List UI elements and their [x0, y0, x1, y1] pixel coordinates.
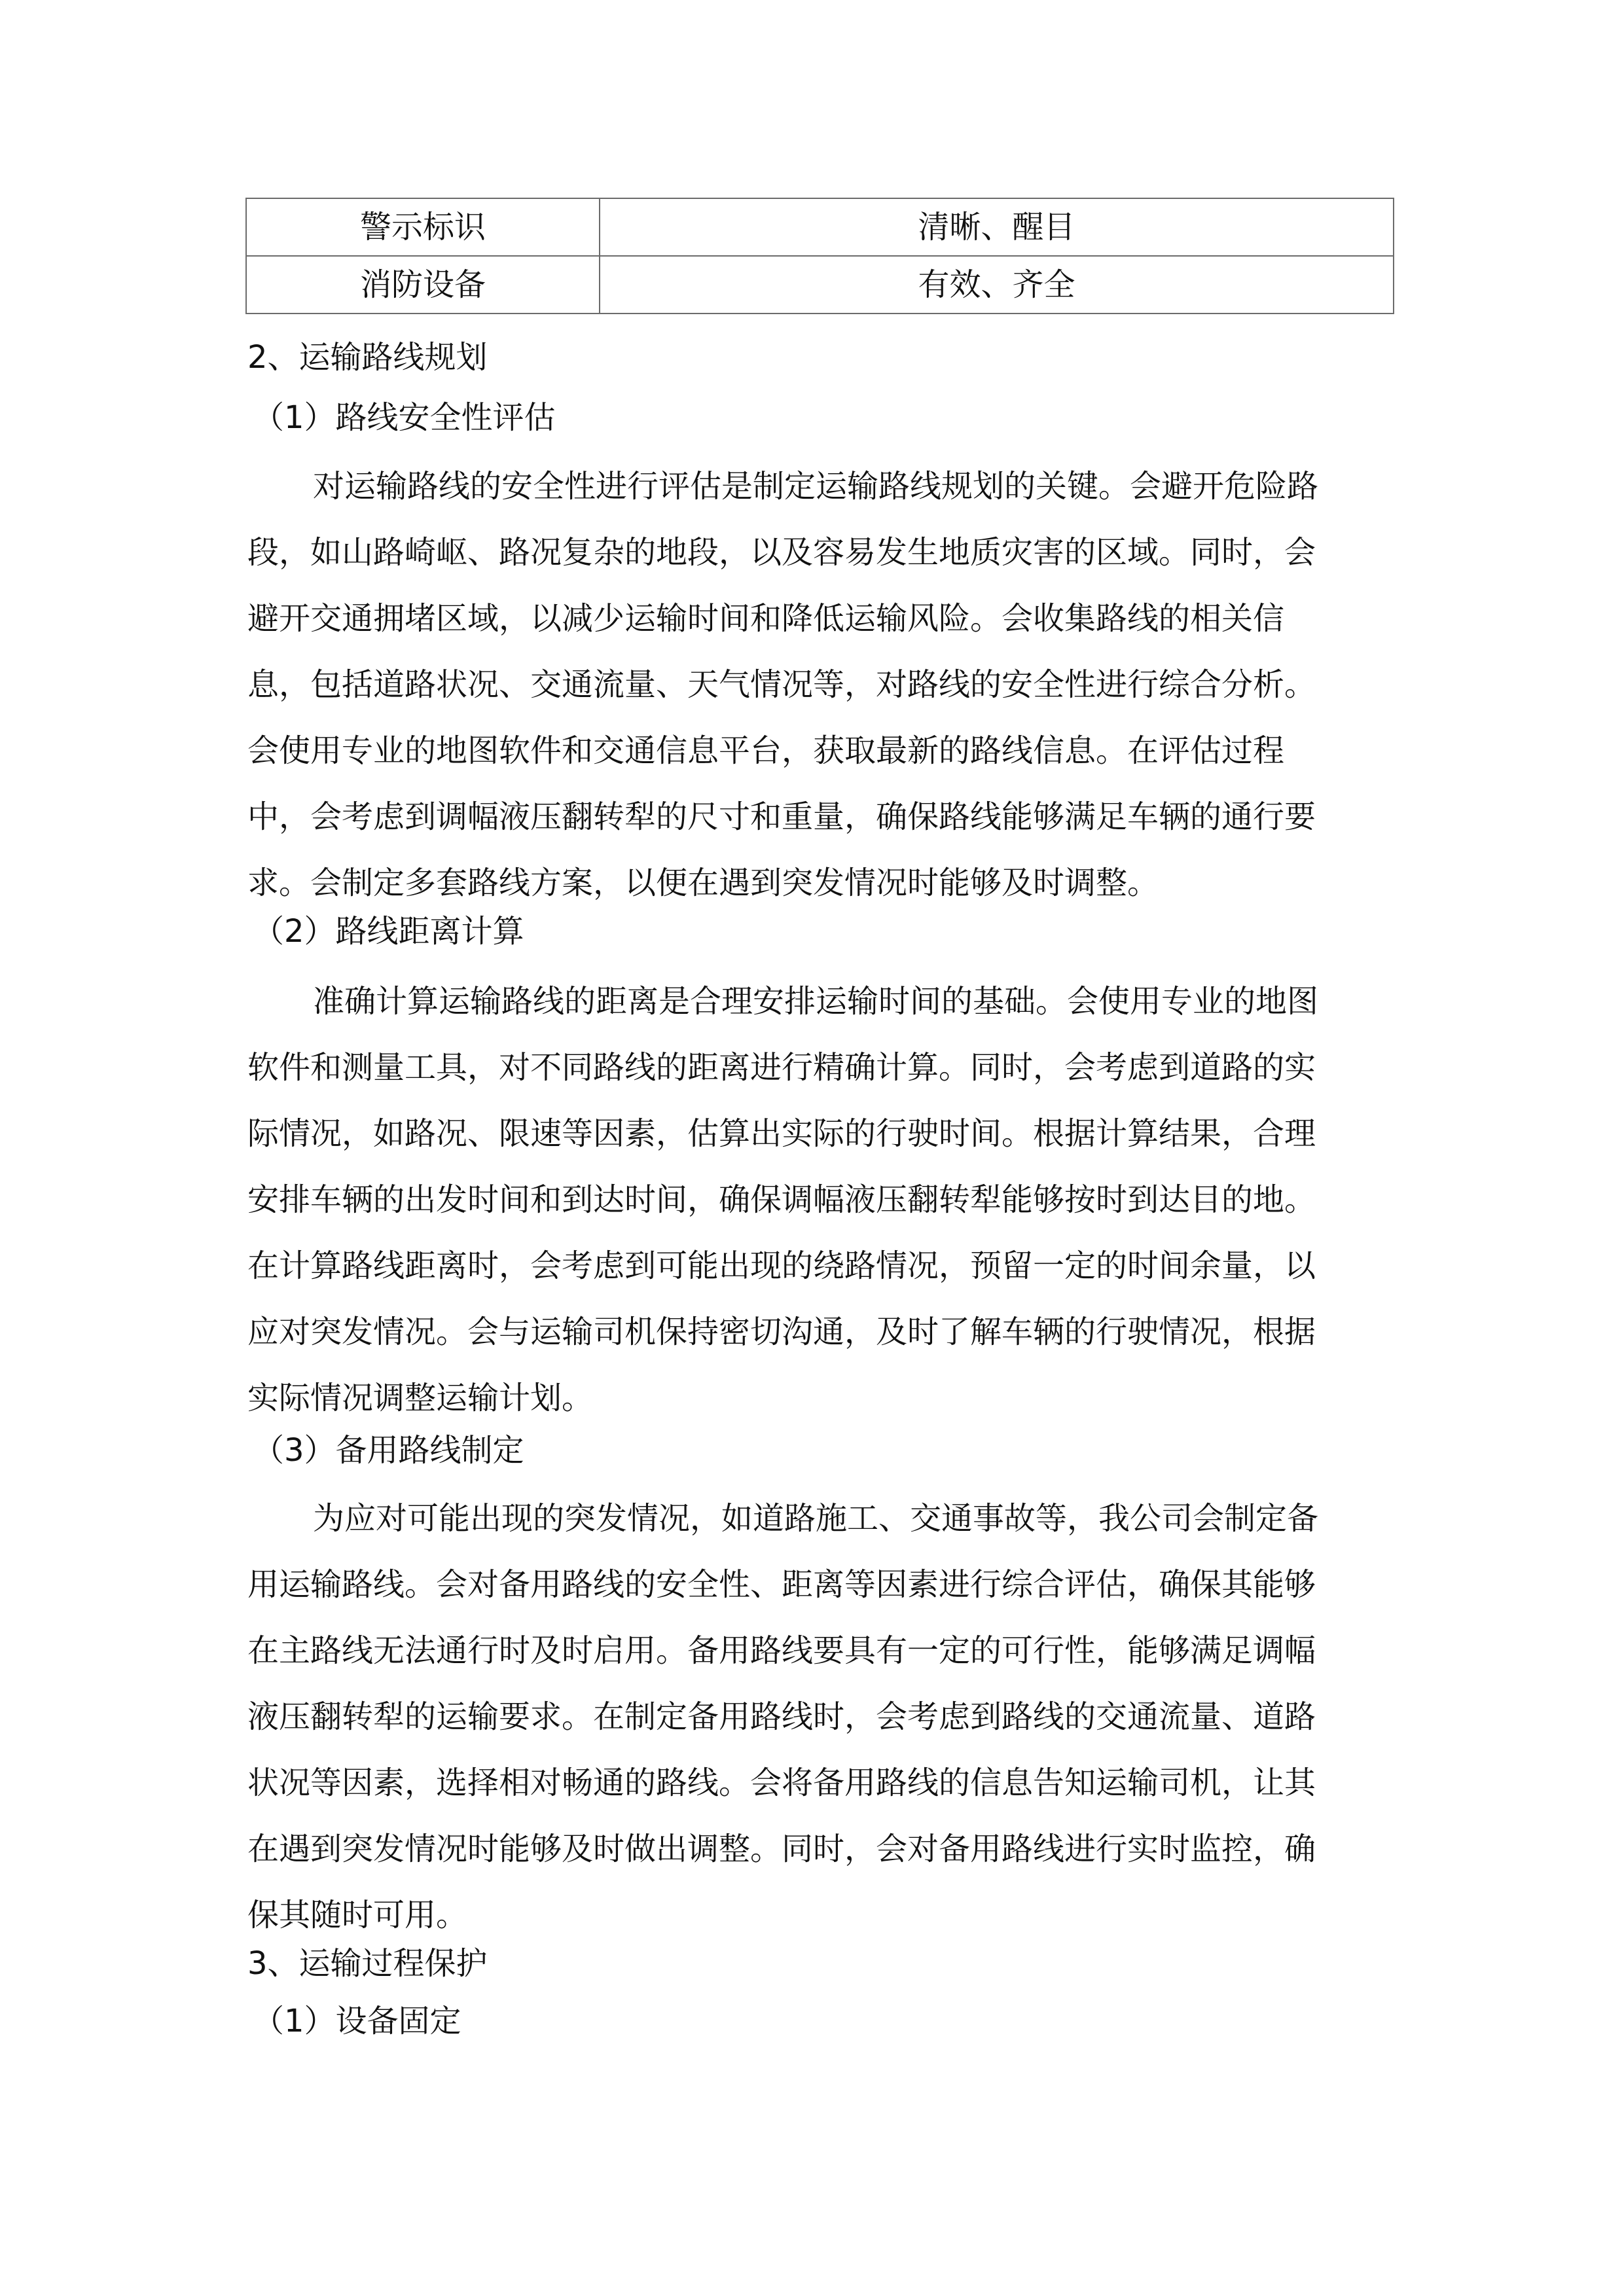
- paragraph-line: 软件和测量工具，对不同路线的距离进行精确计算。同时，会考虑到道路的实: [247, 1049, 1316, 1086]
- table-cell-item: 消防设备: [246, 256, 600, 314]
- paragraph-line: 息，包括道路状况、交通流量、天气情况等，对路线的安全性进行综合分析。: [247, 666, 1316, 703]
- paragraph-line: 段，如山路崎岖、路况复杂的地段，以及容易发生地质灾害的区域。同时，会: [247, 534, 1316, 571]
- paragraph-line: 应对突发情况。会与运输司机保持密切沟通，及时了解车辆的行驶情况，根据: [247, 1314, 1316, 1350]
- paragraph-line: 求。会制定多套路线方案，以便在遇到突发情况时能够及时调整。: [247, 865, 1159, 901]
- subsection-3-1-heading: （1）设备固定: [253, 2003, 461, 2039]
- table-cell-requirement: 清晰、醒目: [600, 198, 1394, 256]
- paragraph-line: 对运输路线的安全性进行评估是制定运输路线规划的关键。会避开危险路: [313, 468, 1319, 505]
- paragraph-backup-route: [247, 1486, 1373, 1948]
- table-row: [246, 198, 1394, 256]
- paragraph-route-distance: [247, 969, 1373, 1431]
- paragraph-line: 液压翻转犁的运输要求。在制定备用路线时，会考虑到路线的交通流量、道路: [247, 1698, 1316, 1735]
- paragraph-line: 状况等因素，选择相对畅通的路线。会将备用路线的信息告知运输司机，让其: [247, 1765, 1316, 1801]
- paragraph-line: 际情况，如路况、限速等因素，估算出实际的行驶时间。根据计算结果，合理: [247, 1115, 1316, 1152]
- paragraph-line: 安排车辆的出发时间和到达时间，确保调幅液压翻转犁能够按时到达目的地。: [247, 1181, 1316, 1218]
- subsection-2-1-heading: （1）路线安全性评估: [253, 399, 556, 436]
- paragraph-route-safety: [247, 454, 1373, 916]
- paragraph-line: 准确计算运输路线的距离是合理安排运输时间的基础。会使用专业的地图: [313, 983, 1319, 1020]
- paragraph-line: 实际情况调整运输计划。: [247, 1380, 594, 1416]
- paragraph-line: 避开交通拥堵区域，以减少运输时间和降低运输风险。会收集路线的相关信: [247, 600, 1285, 637]
- paragraph-line: 在遇到突发情况时能够及时做出调整。同时，会对备用路线进行实时监控，确: [247, 1831, 1316, 1867]
- paragraph-line: 在计算路线距离时，会考虑到可能出现的绕路情况，预留一定的时间余量，以: [247, 1247, 1316, 1284]
- section-3-heading: 3、运输过程保护: [247, 1945, 488, 1982]
- section-2-heading: 2、运输路线规划: [247, 339, 488, 376]
- table-cell-requirement: 有效、齐全: [600, 256, 1394, 314]
- requirements-table: [245, 198, 1394, 314]
- paragraph-line: 为应对可能出现的突发情况，如道路施工、交通事故等，我公司会制定备: [313, 1500, 1319, 1537]
- paragraph-line: 中，会考虑到调幅液压翻转犁的尺寸和重量，确保路线能够满足车辆的通行要: [247, 798, 1316, 835]
- table-row: [246, 256, 1394, 314]
- subsection-2-3-heading: （3）备用路线制定: [253, 1432, 524, 1469]
- paragraph-line: 用运输路线。会对备用路线的安全性、距离等因素进行综合评估，确保其能够: [247, 1566, 1316, 1603]
- table-cell-item: 警示标识: [246, 198, 600, 256]
- subsection-2-2-heading: （2）路线距离计算: [253, 913, 524, 950]
- paragraph-line: 在主路线无法通行时及时启用。备用路线要具有一定的可行性，能够满足调幅: [247, 1632, 1316, 1669]
- paragraph-line: 会使用专业的地图软件和交通信息平台，获取最新的路线信息。在评估过程: [247, 732, 1285, 769]
- paragraph-line: 保其随时可用。: [247, 1897, 468, 1933]
